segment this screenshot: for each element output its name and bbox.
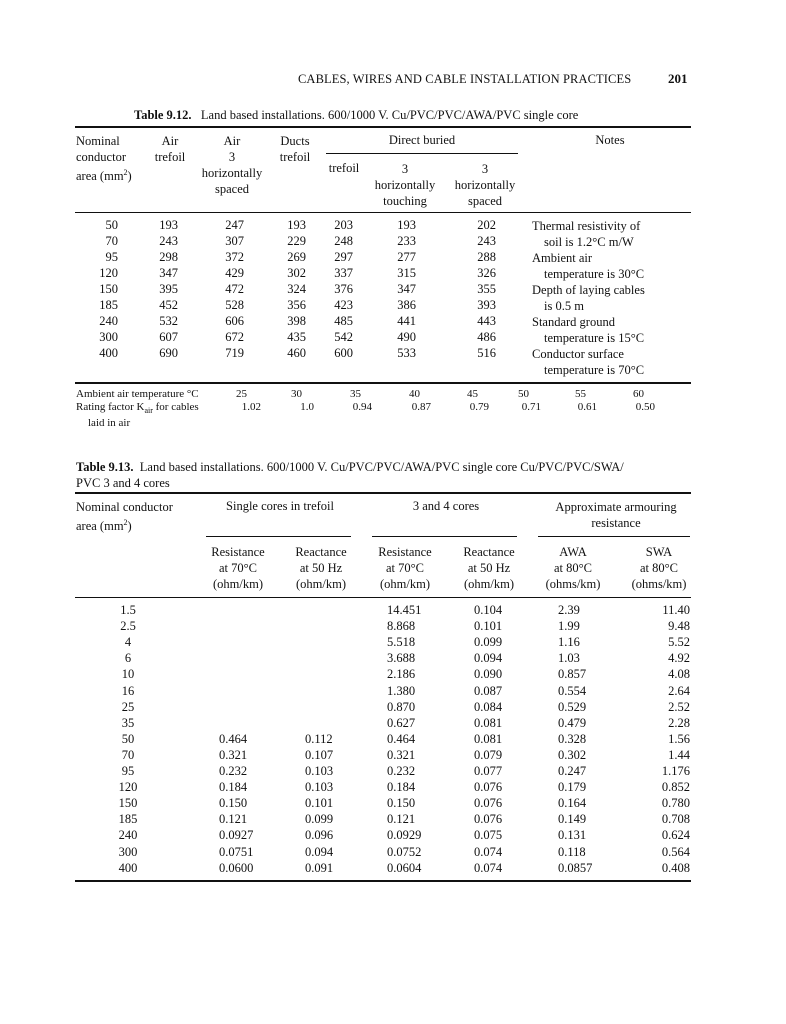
note-line: Standard ground xyxy=(532,315,615,329)
cell-nominal-area: 150 xyxy=(118,796,138,811)
cell-db-trefoil: 542 xyxy=(334,330,353,344)
cell-nominal-area: 4 xyxy=(124,635,132,650)
subheader-awa-resistance xyxy=(528,544,618,592)
cell-awa: 0.247 xyxy=(558,764,587,778)
note-line: Thermal resistivity of xyxy=(532,219,641,233)
subheader-line: Resistance xyxy=(378,545,432,559)
cell-multi-reactance: 0.076 xyxy=(474,812,503,827)
cell-awa: 0.0857 xyxy=(558,860,593,875)
cell-ducts-trefoil: 435 xyxy=(287,330,306,344)
cell-swa: 0.852 xyxy=(661,780,690,795)
cell-awa: 0.164 xyxy=(558,796,587,811)
cell-db-trefoil: 485 xyxy=(334,314,353,328)
cell-air-3h-spaced: 672 xyxy=(225,330,244,344)
cell-nominal-area: 120 xyxy=(99,266,118,280)
cell-ducts-trefoil: 302 xyxy=(287,266,306,280)
cell-single-resistance: 0.464 xyxy=(219,731,248,746)
cell-air-trefoil: 243 xyxy=(159,234,178,248)
cell-single-reactance: 0.103 xyxy=(305,764,334,778)
cell-single-resistance: 0.121 xyxy=(219,812,248,827)
table-912-caption xyxy=(134,108,578,123)
rating-factor-value: 1.02 xyxy=(241,401,261,413)
cell-air-3h-spaced: 719 xyxy=(225,346,244,360)
cell-db-3h-touching: 533 xyxy=(397,346,416,360)
cell-multi-reactance: 0.076 xyxy=(474,780,503,795)
cell-multi-resistance: 0.464 xyxy=(387,731,416,746)
cell-awa: 0.479 xyxy=(558,715,587,730)
cell-air-3h-spaced: 307 xyxy=(225,234,244,248)
subheader-line: at 50 Hz xyxy=(299,561,343,575)
cell-nominal-area: 300 xyxy=(118,844,138,859)
cell-swa: 11.40 xyxy=(662,603,690,617)
cell-awa: 0.149 xyxy=(558,812,587,827)
cell-air-3h-spaced: 429 xyxy=(225,266,244,280)
cell-multi-resistance: 0.121 xyxy=(387,812,416,827)
cell-ducts-trefoil: 193 xyxy=(287,218,306,232)
cell-single-resistance: 0.0751 xyxy=(219,844,254,859)
subheader-line: (ohm/km) xyxy=(213,577,263,591)
header-line: horizontally xyxy=(454,178,516,192)
cell-multi-reactance: 0.090 xyxy=(474,667,503,682)
header-ducts xyxy=(272,133,318,165)
cell-db-3h-touching: 347 xyxy=(397,282,416,296)
cell-single-reactance: 0.099 xyxy=(305,812,334,827)
cell-nominal-area: 2.5 xyxy=(120,619,136,634)
cell-multi-reactance: 0.081 xyxy=(474,731,503,746)
header-line: trefoil xyxy=(154,150,186,164)
ambient-label: Ambient air temperature °C xyxy=(76,388,199,400)
ambient-temp-value: 35 xyxy=(350,388,361,400)
cell-awa: 0.328 xyxy=(558,731,587,746)
table-913-top-rule xyxy=(75,492,691,494)
table-913-caption-line2: PVC 3 and 4 cores xyxy=(76,476,170,490)
cell-nominal-area: 1.5 xyxy=(120,603,136,617)
table-913-header-rule xyxy=(75,597,691,598)
cell-multi-resistance: 0.0752 xyxy=(387,844,422,859)
header-db-spaced xyxy=(448,161,522,209)
cell-nominal-area: 240 xyxy=(99,314,118,328)
header-913-armour xyxy=(536,499,696,531)
cell-multi-reactance: 0.099 xyxy=(474,635,503,650)
cell-air-trefoil: 532 xyxy=(159,314,178,328)
cell-swa: 0.780 xyxy=(661,796,690,811)
rating-factor-value: 0.87 xyxy=(411,401,431,413)
cell-db-trefoil: 600 xyxy=(334,346,353,360)
cell-nominal-area: 185 xyxy=(99,298,118,312)
cell-swa: 4.08 xyxy=(668,667,690,682)
table-913-caption xyxy=(76,459,624,491)
subheader-line: at 80°C xyxy=(554,561,592,575)
cell-multi-resistance: 1.380 xyxy=(387,683,416,698)
header-913-nominal xyxy=(76,499,173,534)
header-line: conductor xyxy=(76,150,126,164)
cell-awa: 0.179 xyxy=(558,780,587,795)
cell-ducts-trefoil: 460 xyxy=(287,346,306,360)
cell-air-3h-spaced: 606 xyxy=(225,314,244,328)
cell-db-trefoil: 248 xyxy=(334,234,353,248)
cell-nominal-area: 10 xyxy=(121,667,135,682)
cell-single-reactance: 0.107 xyxy=(305,747,334,762)
header-line: touching xyxy=(383,194,427,208)
cell-db-3h-spaced: 202 xyxy=(477,218,496,232)
cell-awa: 1.99 xyxy=(558,619,580,634)
table-912-header-rule xyxy=(75,212,691,213)
subheader-line: at 70°C xyxy=(219,561,257,575)
cell-awa: 0.554 xyxy=(558,683,587,698)
header-line: 3 xyxy=(401,162,409,176)
cell-swa: 9.48 xyxy=(668,619,690,634)
cell-multi-resistance: 0.321 xyxy=(387,747,416,762)
table-913-caption-text: Land based installations. 600/1000 V. Cu/PVC/PVC/AWA/PVC single core Cu/PVC/PVC/SWA/ xyxy=(139,460,624,474)
note-line: Conductor surface xyxy=(532,347,624,361)
cell-db-3h-spaced: 355 xyxy=(477,282,496,296)
cell-db-trefoil: 203 xyxy=(334,218,353,232)
cell-nominal-area: 240 xyxy=(118,828,138,843)
header-air-trefoil xyxy=(148,133,192,165)
header-direct-buried: Direct buried xyxy=(388,133,456,147)
cell-single-reactance: 0.094 xyxy=(305,844,334,859)
subheader-multi-resistance xyxy=(360,544,450,592)
cell-single-reactance: 0.101 xyxy=(305,796,334,811)
cell-db-3h-spaced: 486 xyxy=(477,330,496,344)
cell-multi-resistance: 2.186 xyxy=(387,667,416,682)
cell-db-trefoil: 423 xyxy=(334,298,353,312)
cell-air-trefoil: 347 xyxy=(159,266,178,280)
subheader-line: (ohm/km) xyxy=(380,577,430,591)
table-912-top-rule xyxy=(75,126,691,128)
cell-nominal-area: 95 xyxy=(105,250,118,264)
cell-awa: 0.857 xyxy=(558,667,587,682)
subheader-single-reactance xyxy=(276,544,366,592)
cell-multi-resistance: 0.150 xyxy=(387,796,416,811)
subheader-line: (ohms/km) xyxy=(631,577,687,591)
header-db-trefoil: trefoil xyxy=(328,161,360,175)
header-line: horizontally xyxy=(374,178,436,192)
cell-ducts-trefoil: 324 xyxy=(287,282,306,296)
factor-label xyxy=(76,401,199,417)
header-area: area $(mm^2)$ xyxy=(76,168,132,184)
ambient-temp-value: 60 xyxy=(633,388,644,400)
factor-sub: air xyxy=(144,406,153,416)
header-line: resistance xyxy=(591,516,641,530)
cell-db-3h-touching: 277 xyxy=(397,250,416,264)
table-912-bottom-rule xyxy=(75,382,691,384)
cell-db-3h-touching: 490 xyxy=(397,330,416,344)
cell-ducts-trefoil: 398 xyxy=(287,314,306,328)
cell-nominal-area: 16 xyxy=(121,683,135,698)
subheader-line: (ohm/km) xyxy=(464,577,514,591)
page-number: 201 xyxy=(668,71,688,86)
table-912-notes xyxy=(532,218,645,378)
subheader-line: Resistance xyxy=(211,545,265,559)
cell-ducts-trefoil: 269 xyxy=(287,250,306,264)
cell-multi-resistance: 0.184 xyxy=(387,780,416,795)
rating-factor-value: 0.61 xyxy=(577,401,597,413)
cell-air-trefoil: 607 xyxy=(159,330,178,344)
factor-label-b: for cables xyxy=(152,401,199,413)
cell-air-3h-spaced: 528 xyxy=(225,298,244,312)
rule-three-four xyxy=(372,536,517,537)
cell-single-resistance: 0.0600 xyxy=(219,860,254,875)
note-line: soil is 1.2°C m/W xyxy=(544,235,634,249)
cell-db-trefoil: 297 xyxy=(334,250,353,264)
subheader-line: Reactance xyxy=(463,545,515,559)
direct-buried-rule xyxy=(326,153,518,154)
rating-factor-value: 0.79 xyxy=(469,401,489,413)
header-line: Nominal conductor xyxy=(76,500,173,514)
note-line: is 0.5 m xyxy=(544,299,584,313)
ambient-temp-value: 55 xyxy=(575,388,586,400)
cell-multi-resistance: 0.232 xyxy=(387,764,416,778)
cell-swa: 0.708 xyxy=(661,812,690,827)
cell-nominal-area: 35 xyxy=(121,715,135,730)
table-913-label: Table 9.13. xyxy=(76,460,134,474)
subheader-line: at 50 Hz xyxy=(467,561,511,575)
header-line: 3 xyxy=(228,150,236,164)
cell-nominal-area: 70 xyxy=(121,747,135,762)
cell-ducts-trefoil: 229 xyxy=(287,234,306,248)
cell-db-3h-touching: 233 xyxy=(397,234,416,248)
cell-multi-reactance: 0.094 xyxy=(474,651,503,666)
cell-multi-reactance: 0.076 xyxy=(474,796,503,811)
subheader-line: SWA xyxy=(645,545,673,559)
running-header: CABLES, WIRES AND CABLE INSTALLATION PRACTICES xyxy=(298,72,632,86)
cell-awa: 2.39 xyxy=(558,603,580,617)
subheader-swa-resistance xyxy=(614,544,704,592)
cell-nominal-area: 120 xyxy=(118,780,138,795)
header-line: Ducts xyxy=(280,134,310,148)
factor-label-2: laid in air xyxy=(88,417,131,430)
cell-nominal-area: 150 xyxy=(99,282,118,296)
cell-multi-reactance: 0.079 xyxy=(474,747,503,762)
cell-air-trefoil: 452 xyxy=(159,298,178,312)
cell-nominal-area: 50 xyxy=(105,218,118,232)
cell-single-resistance: 0.0927 xyxy=(219,828,254,843)
subheader-line: Reactance xyxy=(295,545,347,559)
rating-factor-value: 0.71 xyxy=(521,401,541,413)
cell-multi-reactance: 0.075 xyxy=(474,828,503,843)
header-line: Air xyxy=(161,134,179,148)
cell-swa: 4.92 xyxy=(668,651,690,666)
cell-multi-reactance: 0.087 xyxy=(474,683,503,698)
cell-single-reactance: 0.103 xyxy=(305,780,334,795)
cell-swa: 1.56 xyxy=(668,731,690,746)
header-913-area: area $(mm^2)$ xyxy=(76,518,132,534)
cell-swa: 2.28 xyxy=(668,715,690,730)
cell-air-3h-spaced: 247 xyxy=(225,218,244,232)
cell-db-trefoil: 376 xyxy=(334,282,353,296)
subheader-line: (ohm/km) xyxy=(296,577,346,591)
note-line: Ambient air xyxy=(532,251,593,265)
cell-multi-resistance: 3.688 xyxy=(387,651,416,666)
header-line: spaced xyxy=(214,182,249,196)
subheader-line: at 80°C xyxy=(640,561,678,575)
cell-awa: 0.529 xyxy=(558,699,587,714)
cell-awa: 0.118 xyxy=(558,844,586,859)
cell-nominal-area: 400 xyxy=(118,860,138,875)
header-913-three-four: 3 and 4 cores xyxy=(412,499,480,513)
cell-air-3h-spaced: 472 xyxy=(225,282,244,296)
note-line: temperature is 30°C xyxy=(544,267,645,281)
header-line: Air xyxy=(223,134,241,148)
cell-nominal-area: 70 xyxy=(105,234,118,248)
cell-multi-reactance: 0.074 xyxy=(474,860,503,875)
header-db-touching xyxy=(368,161,442,209)
cell-swa: 0.408 xyxy=(661,860,690,875)
cell-single-reactance: 0.091 xyxy=(305,860,334,875)
cell-multi-reactance: 0.104 xyxy=(474,603,503,617)
cell-air-trefoil: 193 xyxy=(159,218,178,232)
cell-multi-resistance: 8.868 xyxy=(387,619,416,634)
note-line: temperature is 15°C xyxy=(544,331,645,345)
header-913-single: Single cores in trefoil xyxy=(226,499,334,513)
rating-factor-value: 0.50 xyxy=(635,401,655,413)
cell-db-trefoil: 337 xyxy=(334,266,353,280)
cell-db-3h-spaced: 443 xyxy=(477,314,496,328)
ambient-temp-value: 30 xyxy=(291,388,302,400)
header-nominal xyxy=(76,133,132,184)
cell-nominal-area: 50 xyxy=(121,731,135,746)
cell-multi-resistance: 0.0604 xyxy=(387,860,422,875)
cell-air-trefoil: 395 xyxy=(159,282,178,296)
cell-ducts-trefoil: 356 xyxy=(287,298,306,312)
factor-label-a: Rating factor K xyxy=(76,401,145,413)
header-line: Nominal xyxy=(76,134,120,148)
subheader-line: at 70°C xyxy=(386,561,424,575)
cell-nominal-area: 185 xyxy=(118,812,138,827)
header-notes: Notes xyxy=(595,133,625,147)
cell-db-3h-spaced: 326 xyxy=(477,266,496,280)
subheader-line: (ohms/km) xyxy=(545,577,601,591)
cell-nominal-area: 300 xyxy=(99,330,118,344)
cell-air-trefoil: 298 xyxy=(159,250,178,264)
cell-swa: 2.52 xyxy=(668,699,690,714)
cell-db-3h-spaced: 393 xyxy=(477,298,496,312)
cell-single-reactance: 0.096 xyxy=(305,828,334,843)
header-line: horizontally xyxy=(201,166,263,180)
header-line: spaced xyxy=(467,194,502,208)
cell-db-3h-spaced: 516 xyxy=(477,346,496,360)
cell-air-3h-spaced: 372 xyxy=(225,250,244,264)
cell-multi-reactance: 0.084 xyxy=(474,699,503,714)
cell-awa: 1.16 xyxy=(558,635,580,650)
cell-nominal-area: 6 xyxy=(124,651,132,666)
cell-swa: 5.52 xyxy=(668,635,690,650)
ambient-temp-value: 40 xyxy=(409,388,420,400)
note-line: temperature is 70°C xyxy=(544,363,645,377)
header-line: 3 xyxy=(481,162,489,176)
ambient-temp-value: 45 xyxy=(467,388,478,400)
table-912-caption-text: Land based installations. 600/1000 V. Cu/PVC/PVC/AWA/PVC single core xyxy=(200,108,579,122)
cell-nominal-area: 95 xyxy=(121,764,135,778)
rule-single xyxy=(206,536,351,537)
cell-air-trefoil: 690 xyxy=(159,346,178,360)
cell-single-resistance: 0.184 xyxy=(219,780,248,795)
cell-single-resistance: 0.232 xyxy=(219,764,248,778)
cell-swa: 2.64 xyxy=(668,683,690,698)
rating-factor-value: 1.0 xyxy=(300,401,314,413)
cell-awa: 0.302 xyxy=(558,747,587,762)
subheader-line: AWA xyxy=(559,545,587,559)
rule-armour xyxy=(538,536,690,537)
ambient-temp-value: 25 xyxy=(236,388,247,400)
cell-multi-reactance: 0.101 xyxy=(474,619,503,634)
rating-labels xyxy=(76,388,199,430)
cell-multi-resistance: 14.451 xyxy=(387,603,422,617)
header-line: Approximate armouring xyxy=(555,500,677,514)
header-air-3h xyxy=(196,133,268,197)
cell-single-resistance: 0.321 xyxy=(219,747,248,762)
cell-db-3h-touching: 386 xyxy=(397,298,416,312)
cell-multi-reactance: 0.081 xyxy=(474,715,503,730)
cell-db-3h-spaced: 243 xyxy=(477,234,496,248)
table-912-label: Table 9.12. xyxy=(134,108,192,122)
subheader-single-resistance xyxy=(193,544,283,592)
cell-awa: 1.03 xyxy=(558,651,580,666)
cell-multi-resistance: 0.870 xyxy=(387,699,416,714)
cell-swa: 0.564 xyxy=(661,844,690,859)
cell-db-3h-touching: 193 xyxy=(397,218,416,232)
rating-factor-value: 0.94 xyxy=(352,401,372,413)
cell-multi-resistance: 5.518 xyxy=(387,635,416,650)
table-913-bottom-rule xyxy=(75,880,691,882)
subheader-multi-reactance xyxy=(444,544,534,592)
cell-awa: 0.131 xyxy=(558,828,587,843)
cell-nominal-area: 400 xyxy=(99,346,118,360)
cell-multi-resistance: 0.0929 xyxy=(387,828,422,843)
cell-db-3h-touching: 315 xyxy=(397,266,416,280)
note-line: Depth of laying cables xyxy=(532,283,645,297)
cell-db-3h-spaced: 288 xyxy=(477,250,496,264)
cell-multi-reactance: 0.074 xyxy=(474,844,503,859)
cell-swa: 1.176 xyxy=(661,764,690,778)
cell-multi-resistance: 0.627 xyxy=(387,715,416,730)
header-line: trefoil xyxy=(279,150,311,164)
ambient-temp-value: 50 xyxy=(518,388,529,400)
cell-nominal-area: 25 xyxy=(121,699,135,714)
cell-single-resistance: 0.150 xyxy=(219,796,248,811)
cell-swa: 1.44 xyxy=(668,747,690,762)
cell-multi-reactance: 0.077 xyxy=(474,764,503,778)
cell-db-3h-touching: 441 xyxy=(397,314,416,328)
cell-single-reactance: 0.112 xyxy=(305,731,333,746)
cell-swa: 0.624 xyxy=(661,828,690,843)
